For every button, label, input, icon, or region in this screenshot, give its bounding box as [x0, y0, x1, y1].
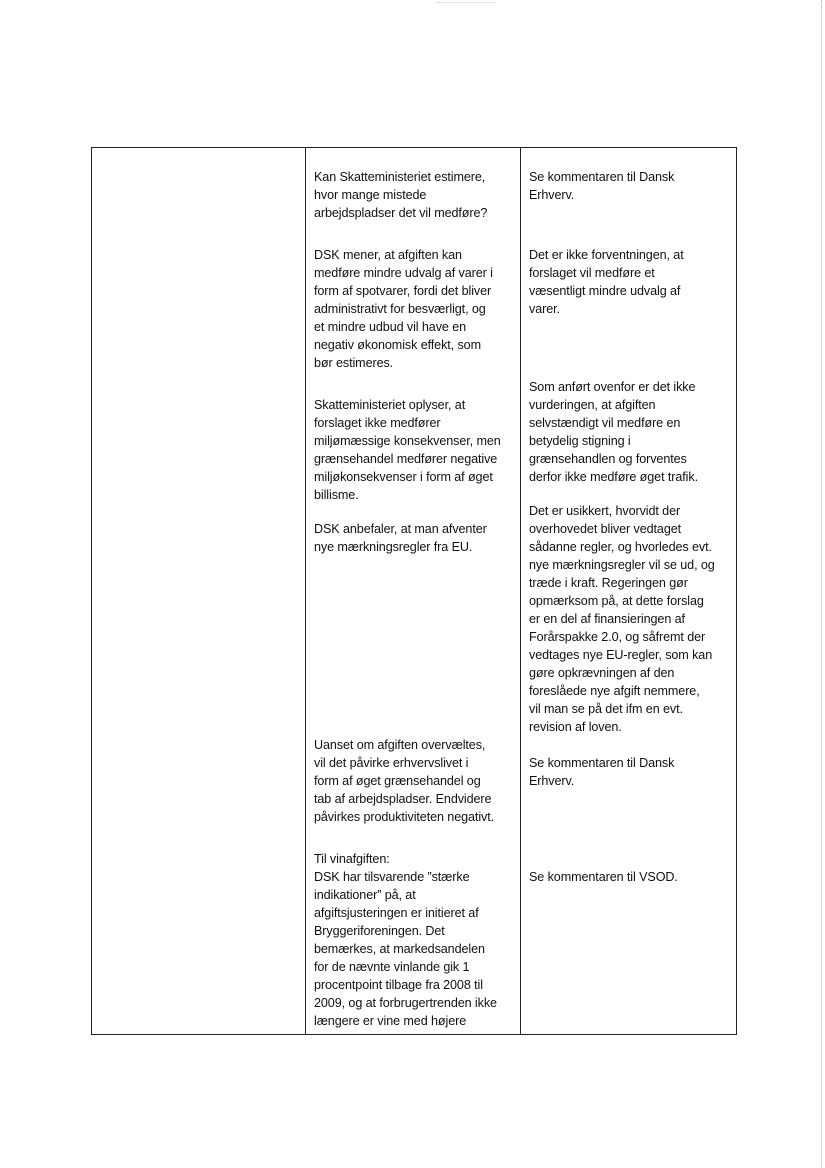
response-text: Se kommentaren til Dansk Erhverv.: [529, 756, 675, 788]
comment-text: Kan Skatteministeriet estimere, hvor mange mistede arbejdspladser det vil medføre?: [314, 170, 488, 220]
comment-text: Uanset om afgiften overvæltes, vil det påvirke erhvervslivet i form af øget grænsehandel og tab af arbejdspladser. Endvidere påvirkes produktiviteten negativt.: [314, 738, 495, 824]
responses-column: [529, 168, 734, 886]
response-text: Det er ikke forventningen, at forslaget vil medføre et væsentligt mindre udvalg af varer.: [529, 248, 684, 316]
comment-text: Til vinafgiften: DSK har tilsvarende ”stærke indikationer” på, at afgiftsjusteringen er initieret af Bryggeriforeningen. Det bemærkes, at markedsandelen for de nævnte vinlande gik 1 procentpoint tilbage fra 2008 til 2009, og at forbrugertrenden ikke længere er vine med højere: [314, 852, 497, 1028]
scan-edge: [821, 0, 822, 1168]
response-text: Se kommentaren til Dansk Erhverv.: [529, 170, 675, 202]
response-text: Det er usikkert, hvorvidt der overhovedet bliver vedtaget sådanne regler, og hvorledes evt. nye mærkningsregler vil se ud, og træde i kraft. Regeringen gør opmærksom på, at dette forslag er en del af finansieringen af Forårspakke 2.0, og såfremt der vedtages nye EU-regler, som kan gøre opkrævningen af den foreslåede nye afgift nemmere, vil man se på det ifm en evt. revision af loven.: [529, 504, 715, 734]
column-divider: [520, 148, 521, 1034]
response-text: Se kommentaren til VSOD.: [529, 870, 678, 884]
comment-table: [91, 147, 737, 1035]
column-divider: [305, 148, 306, 1034]
response-text: Som anført ovenfor er det ikke vurderingen, at afgiften selvstændigt vil medføre en betydelig stigning i grænsehandlen og forventes derfor ikke medføre øget trafik.: [529, 380, 698, 484]
scan-artifact: [436, 2, 496, 3]
comments-column: [314, 168, 519, 1030]
comment-text: DSK anbefaler, at man afventer nye mærkningsregler fra EU.: [314, 522, 487, 554]
comment-text: DSK mener, at afgiften kan medføre mindre udvalg af varer i form af spotvarer, fordi det bliver administrativt for besværligt, og et mindre udbud vil have en negativ økonomisk effekt, som bør estimeres.: [314, 248, 493, 370]
comment-text: Skatteministeriet oplyser, at forslaget ikke medfører miljømæssige konsekvenser, men grænsehandel medfører negative miljøkonsekvenser i form af øget billisme.: [314, 398, 501, 502]
